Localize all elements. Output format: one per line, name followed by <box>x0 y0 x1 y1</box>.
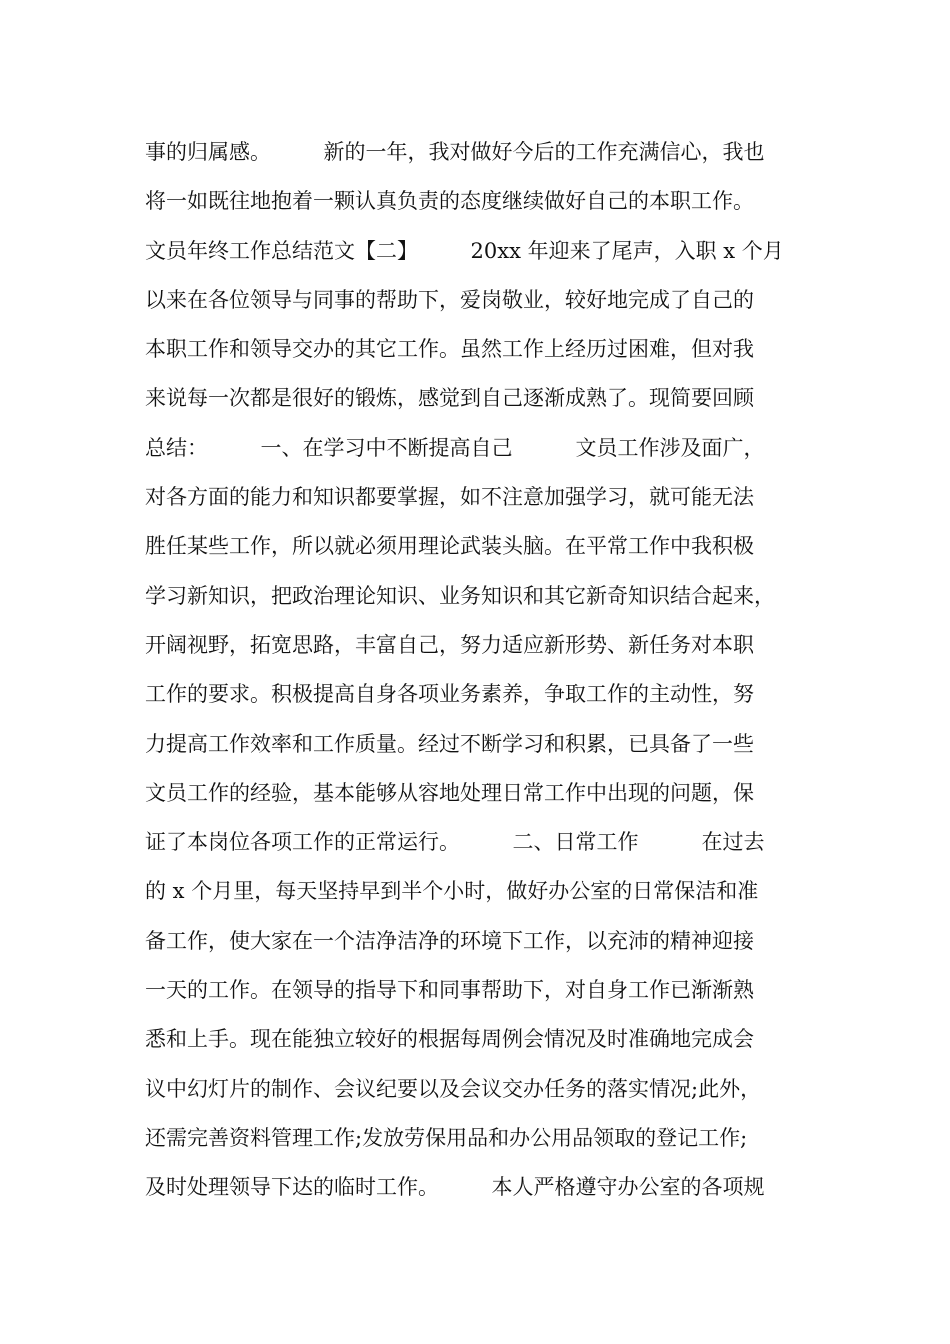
text-line: 力提高工作效率和工作质量。经过不断学习和积累，已具备了一些 <box>145 731 754 756</box>
text-line: 学习新知识，把政治理论知识、业务知识和其它新奇知识结合起来， <box>145 583 775 608</box>
text-line: 文员工作的经验，基本能够从容地处理日常工作中出现的问题，保 <box>145 780 754 805</box>
text-line: 备工作，使大家在一个洁净洁净的环境下工作，以充沛的精神迎接 <box>145 928 754 953</box>
text-line: 及时处理领导下达的临时工作。 本人严格遵守办公室的各项规 <box>145 1175 765 1200</box>
text-line: 将一如既往地抱着一颗认真负责的态度继续做好自己的本职工作。 <box>145 189 754 214</box>
text-line: 工作的要求。积极提高自身各项业务素养，争取工作的主动性，努 <box>145 682 754 707</box>
text-line: 的 x 个月里，每天坚持早到半个小时，做好办公室的日常保洁和准 <box>145 879 759 904</box>
text-line: 总结： 一、在学习中不断提高自己 文员工作涉及面广， <box>145 435 765 460</box>
text-line: 还需完善资料管理工作;发放劳保用品和办公用品领取的登记工作; <box>145 1125 748 1150</box>
text-line: 悉和上手。现在能独立较好的根据每周例会情况及时准确地完成会 <box>145 1027 754 1052</box>
text-line: 胜任某些工作，所以就必须用理论武装头脑。在平常工作中我积极 <box>145 534 754 559</box>
text-line: 开阔视野，拓宽思路，丰富自己，努力适应新形势、新任务对本职 <box>145 632 754 657</box>
text-line: 对各方面的能力和知识都要掌握，如不注意加强学习，就可能无法 <box>145 485 754 510</box>
text-line: 议中幻灯片的制作、会议纪要以及会议交办任务的落实情况;此外， <box>145 1076 762 1101</box>
text-line: 事的归属感。 新的一年，我对做好今后的工作充满信心，我也 <box>145 140 765 164</box>
text-line: 证了本岗位各项工作的正常运行。 二、日常工作 在过去 <box>145 830 765 855</box>
text-line: 一天的工作。在领导的指导下和同事帮助下，对自身工作已渐渐熟 <box>145 978 754 1003</box>
text-line: 文员年终工作总结范文【二】 20xx 年迎来了尾声，入职 x 个月 <box>145 238 784 263</box>
text-line: 来说每一次都是很好的锻炼，感觉到自己逐渐成熟了。现简要回顾 <box>145 386 754 411</box>
text-line: 本职工作和领导交办的其它工作。虽然工作上经历过困难，但对我 <box>145 337 754 362</box>
text-line: 以来在各位领导与同事的帮助下，爱岗敬业，较好地完成了自己的 <box>145 287 754 312</box>
document-body <box>145 128 845 1213</box>
